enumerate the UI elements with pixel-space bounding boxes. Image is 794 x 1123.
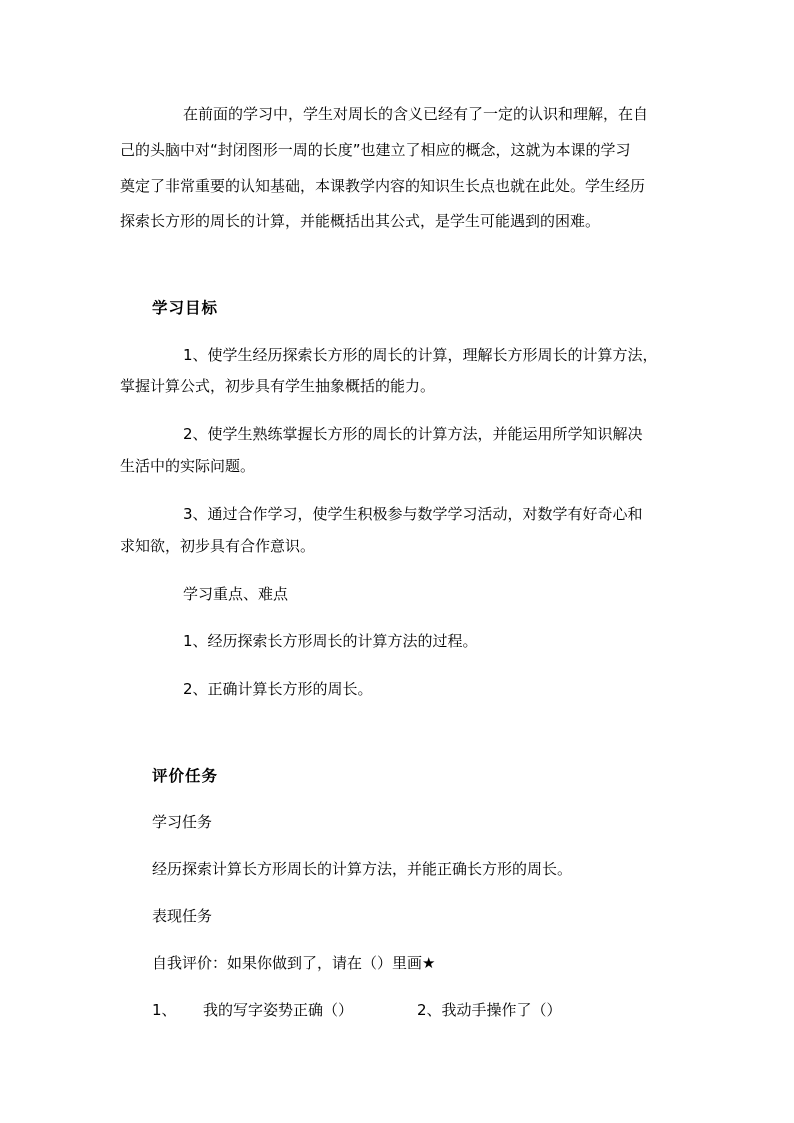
key-points-heading: 学习重点、难点 bbox=[183, 585, 289, 603]
self-evaluation-prompt: 自我评价：如果你做到了，请在（）里画★ bbox=[152, 954, 436, 972]
objective-2-line-2: 生活中的实际问题。 bbox=[120, 457, 256, 475]
checklist-item-1-text: 我的写字姿势正确（） bbox=[203, 1001, 354, 1019]
objective-3-line-1: 3、通过合作学习，使学生积极参与数学学习活动，对数学有好奇心和 bbox=[183, 505, 643, 523]
objectives-heading: 学习目标 bbox=[152, 299, 219, 317]
intro-line-4: 探索长方形的周长的计算，并能概括出其公式，是学生可能遇到的困难。 bbox=[120, 212, 601, 230]
checklist-item-2: 2、我动手操作了（） bbox=[417, 1001, 562, 1019]
key-point-2: 2、正确计算长方形的周长。 bbox=[183, 680, 373, 698]
checklist-item-1-number: 1、 bbox=[152, 1001, 177, 1019]
objective-3-line-2: 求知欲，初步具有合作意识。 bbox=[120, 537, 316, 555]
intro-line-3: 奠定了非常重要的认知基础，本课教学内容的知识生长点也就在此处。学生经历 bbox=[120, 177, 646, 195]
objective-2-line-1: 2、使学生熟练掌握长方形的周长的计算方法，并能运用所学知识解决 bbox=[183, 425, 643, 443]
evaluation-heading: 评价任务 bbox=[152, 767, 219, 785]
learning-task-text: 经历探索计算长方形周长的计算方法，并能正确长方形的周长。 bbox=[152, 860, 573, 878]
performance-task-label: 表现任务 bbox=[152, 907, 213, 925]
intro-line-2: 己的头脑中对“封闭图形一周的长度”也建立了相应的概念，这就为本课的学习 bbox=[120, 141, 631, 159]
learning-task-label: 学习任务 bbox=[152, 813, 213, 831]
intro-line-1: 在前面的学习中，学生对周长的含义已经有了一定的认识和理解，在自 bbox=[183, 105, 649, 123]
key-point-1: 1、经历探索长方形周长的计算方法的过程。 bbox=[183, 632, 478, 650]
objective-1-line-2: 掌握计算公式，初步具有学生抽象概括的能力。 bbox=[120, 377, 436, 395]
objective-1-line-1: 1、使学生经历探索长方形的周长的计算，理解长方形周长的计算方法， bbox=[183, 346, 658, 364]
